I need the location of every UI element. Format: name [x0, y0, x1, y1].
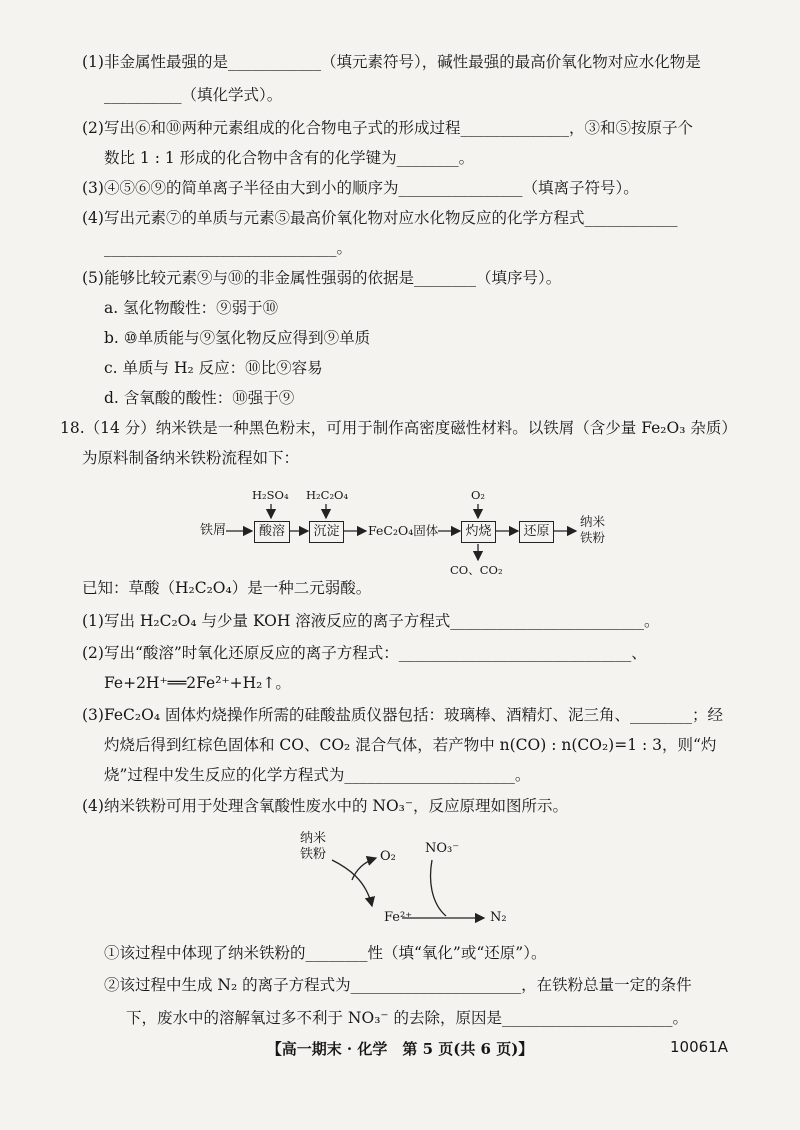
- flow-box-precipitate: 沉淀: [309, 521, 344, 543]
- flow-box1-reagent: H₂SO₄: [252, 488, 289, 502]
- diagram-nano-label-1: 纳米: [300, 831, 327, 846]
- q18-part3-line3: 烧”过程中发生反应的化学方程式为______________________。: [104, 766, 531, 784]
- q17-part2-line1: (2)写出⑥和⑩两种元素组成的化合物电子式的形成过程______________，③和⑤按原子个: [82, 119, 693, 137]
- q17-part1-line2: __________（填化学式）。: [104, 86, 283, 104]
- q18-intro-line1: 18.（14 分）纳米铁是一种黑色粉末，可用于制作高密度磁性材料。以铁屑（含少量 Fe₂O₃ 杂质）: [60, 419, 737, 437]
- flow-box-calcine: 灼烧: [461, 521, 496, 543]
- flow-end-label-1: 纳米: [580, 514, 606, 529]
- q17-option-d: d. 含氧酸的酸性：⑩强于⑨: [104, 389, 295, 407]
- diagram-no3-label: NO₃⁻: [425, 841, 460, 856]
- q17-part4-line2: ______________________________。: [104, 239, 353, 257]
- flow-start-label: 铁屑: [200, 523, 227, 538]
- q17-option-a: a. 氢化物酸性：⑨弱于⑩: [104, 299, 279, 317]
- q18-part3-line2: 灼烧后得到红棕色固体和 CO、CO₂ 混合气体，若产物中 n(CO) : n(CO₂)=1 : 3，则“灼: [104, 736, 717, 754]
- q18-part2-line2: Fe+2H⁺══2Fe²⁺+H₂↑。: [104, 674, 291, 692]
- flow-box-acid-dissolve: 酸溶: [254, 521, 290, 543]
- diagram-o2-label: O₂: [380, 849, 396, 864]
- q17-option-c: c. 单质与 H₂ 反应：⑩比⑨容易: [104, 359, 323, 377]
- q17-option-b: b. ⑩单质能与⑨氢化物反应得到⑨单质: [104, 329, 371, 347]
- flow-mid-label: FeC₂O₄固体: [368, 523, 439, 538]
- q18-intro-line2: 为原料制备纳米铁粉流程如下：: [82, 449, 300, 467]
- flow-box-reduce: 还原: [519, 521, 554, 543]
- q17-part1-line1: (1)非金属性最强的是____________（填元素符号），碱性最强的最高价氧化物对应水化物是: [82, 53, 701, 71]
- diagram-fe2-label: Fe²⁺: [384, 910, 413, 925]
- flow-box3-output: CO、CO₂: [450, 563, 503, 577]
- diagram-nano-label-2: 铁粉: [300, 847, 327, 862]
- flow-box3-reagent: O₂: [471, 488, 486, 502]
- page-footer-code: 10061A: [670, 1038, 728, 1056]
- q18-sub1: ①该过程中体现了纳米铁粉的________性（填“氧化”或“还原”）。: [104, 944, 547, 962]
- q17-part3: (3)④⑤⑥⑨的简单离子半径由大到小的顺序为________________（填离子符号）。: [82, 179, 639, 197]
- q18-part4: (4)纳米铁粉可用于处理含氧酸性废水中的 NO₃⁻，反应原理如图所示。: [82, 797, 569, 815]
- q18-part2-line1: (2)写出“酸溶”时氧化还原反应的离子方程式：______________________________、: [82, 644, 647, 662]
- q18-part3-line1: (3)FeC₂O₄ 固体灼烧操作所需的硅酸盐质仪器包括：玻璃棒、酒精灯、泥三角、________；经: [82, 706, 723, 724]
- page-footer-title: 【高一期末 · 化学 第 5 页(共 6 页)】: [266, 1040, 534, 1058]
- q18-sub2-line1: ②该过程中生成 N₂ 的离子方程式为______________________，在铁粉总量一定的条件: [104, 976, 692, 994]
- flow-end-label-2: 铁粉: [580, 530, 606, 545]
- q18-known: 已知：草酸（H₂C₂O₄）是一种二元弱酸。: [82, 579, 372, 597]
- q17-part4-line1: (4)写出元素⑦的单质与元素⑤最高价氧化物对应水化物反应的化学方程式____________: [82, 209, 678, 227]
- diagram-n2-label: N₂: [490, 910, 507, 925]
- q18-part1: (1)写出 H₂C₂O₄ 与少量 KOH 溶液反应的离子方程式_________________________。: [82, 612, 660, 630]
- flow-box2-reagent: H₂C₂O₄: [306, 488, 349, 502]
- q18-sub2-line2: 下，废水中的溶解氧过多不利于 NO₃⁻ 的去除，原因是______________________。: [126, 1009, 689, 1027]
- q17-part2-line2: 数比 1 : 1 形成的化合物中含有的化学键为________。: [104, 149, 475, 167]
- q17-part5: (5)能够比较元素⑨与⑩的非金属性强弱的依据是________（填序号）。: [82, 269, 562, 287]
